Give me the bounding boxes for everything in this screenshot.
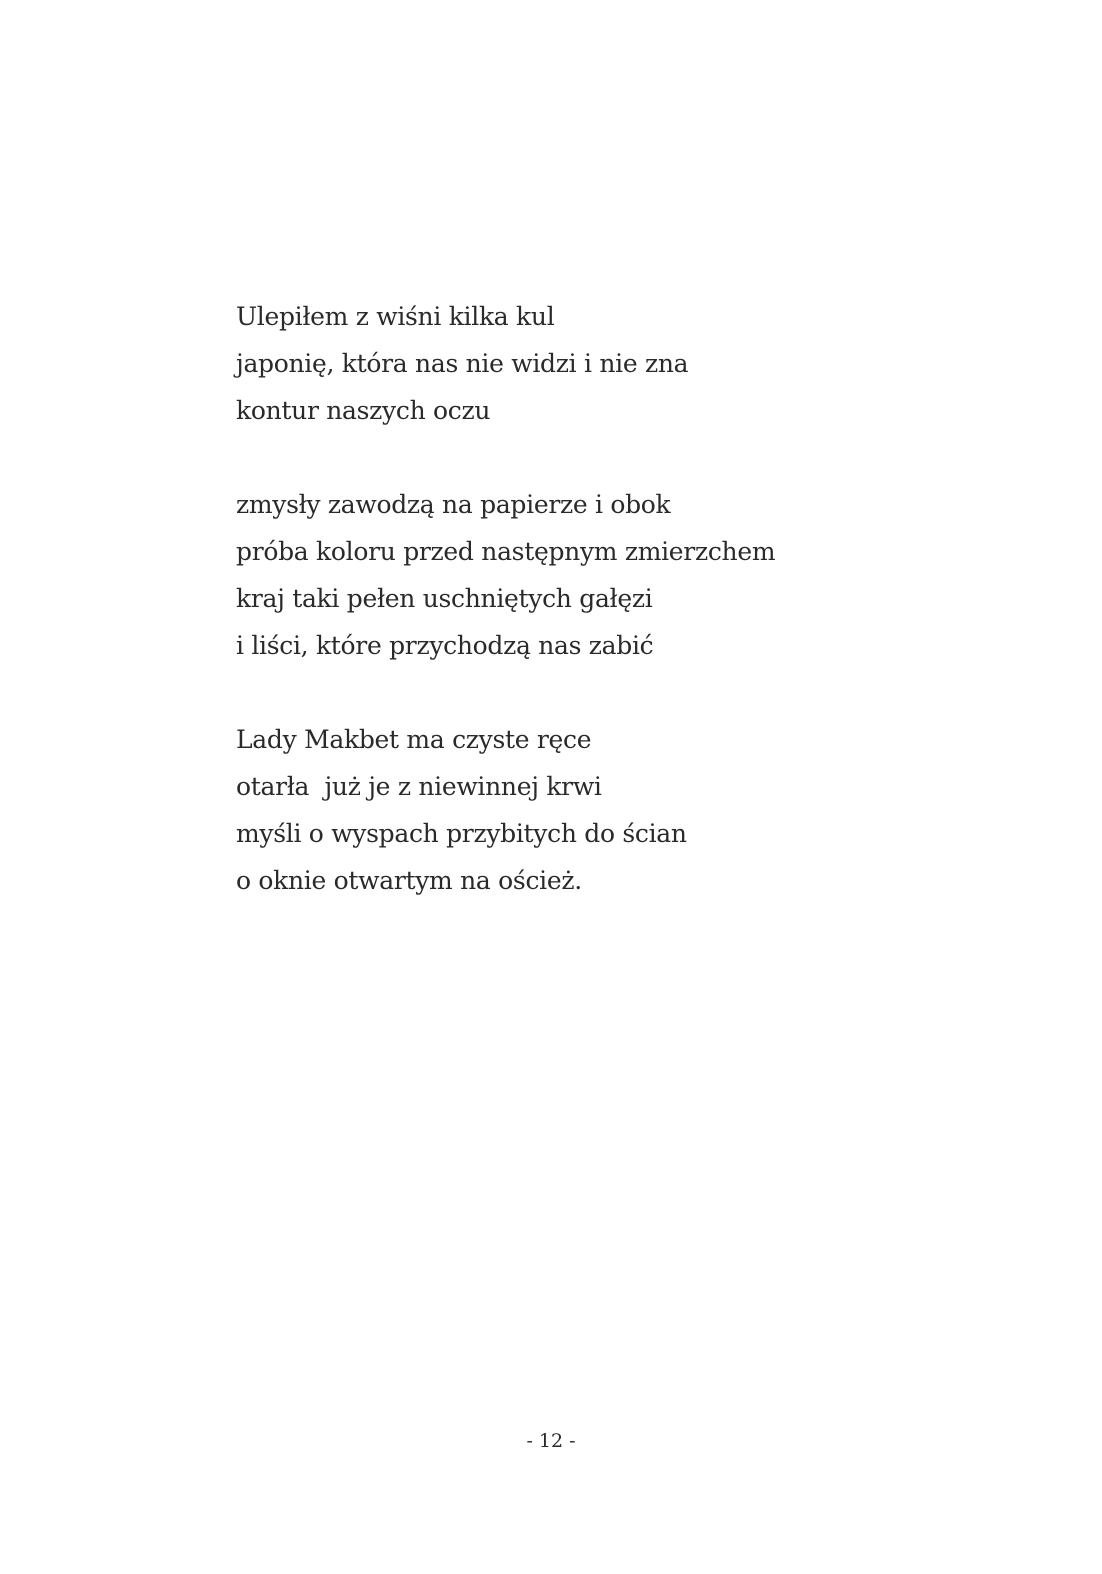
poem-line: i liści, które przychodzą nas zabić	[236, 631, 654, 660]
poem-line: otarła już je z niewinnej krwi	[236, 772, 602, 801]
poem	[236, 293, 1016, 904]
poem-line: kraj taki pełen uschniętych gałęzi	[236, 584, 653, 613]
poem-line: zmysły zawodzą na papierze i obok	[236, 490, 671, 519]
poem-line: kontur naszych oczu	[236, 396, 491, 425]
poem-line: japonię, która nas nie widzi i nie zna	[236, 349, 689, 378]
poem-line: myśli o wyspach przybitych do ścian	[236, 819, 687, 848]
page-number: - 12 -	[526, 1430, 576, 1452]
poem-line: o oknie otwartym na oścież.	[236, 866, 582, 895]
stanza-2	[236, 481, 1016, 669]
stanza-3	[236, 716, 1016, 904]
poem-line: Lady Makbet ma czyste ręce	[236, 725, 592, 754]
stanza-1	[236, 293, 1016, 434]
poem-line: Ulepiłem z wiśni kilka kul	[236, 302, 555, 331]
poem-line: próba koloru przed następnym zmierzchem	[236, 537, 776, 566]
